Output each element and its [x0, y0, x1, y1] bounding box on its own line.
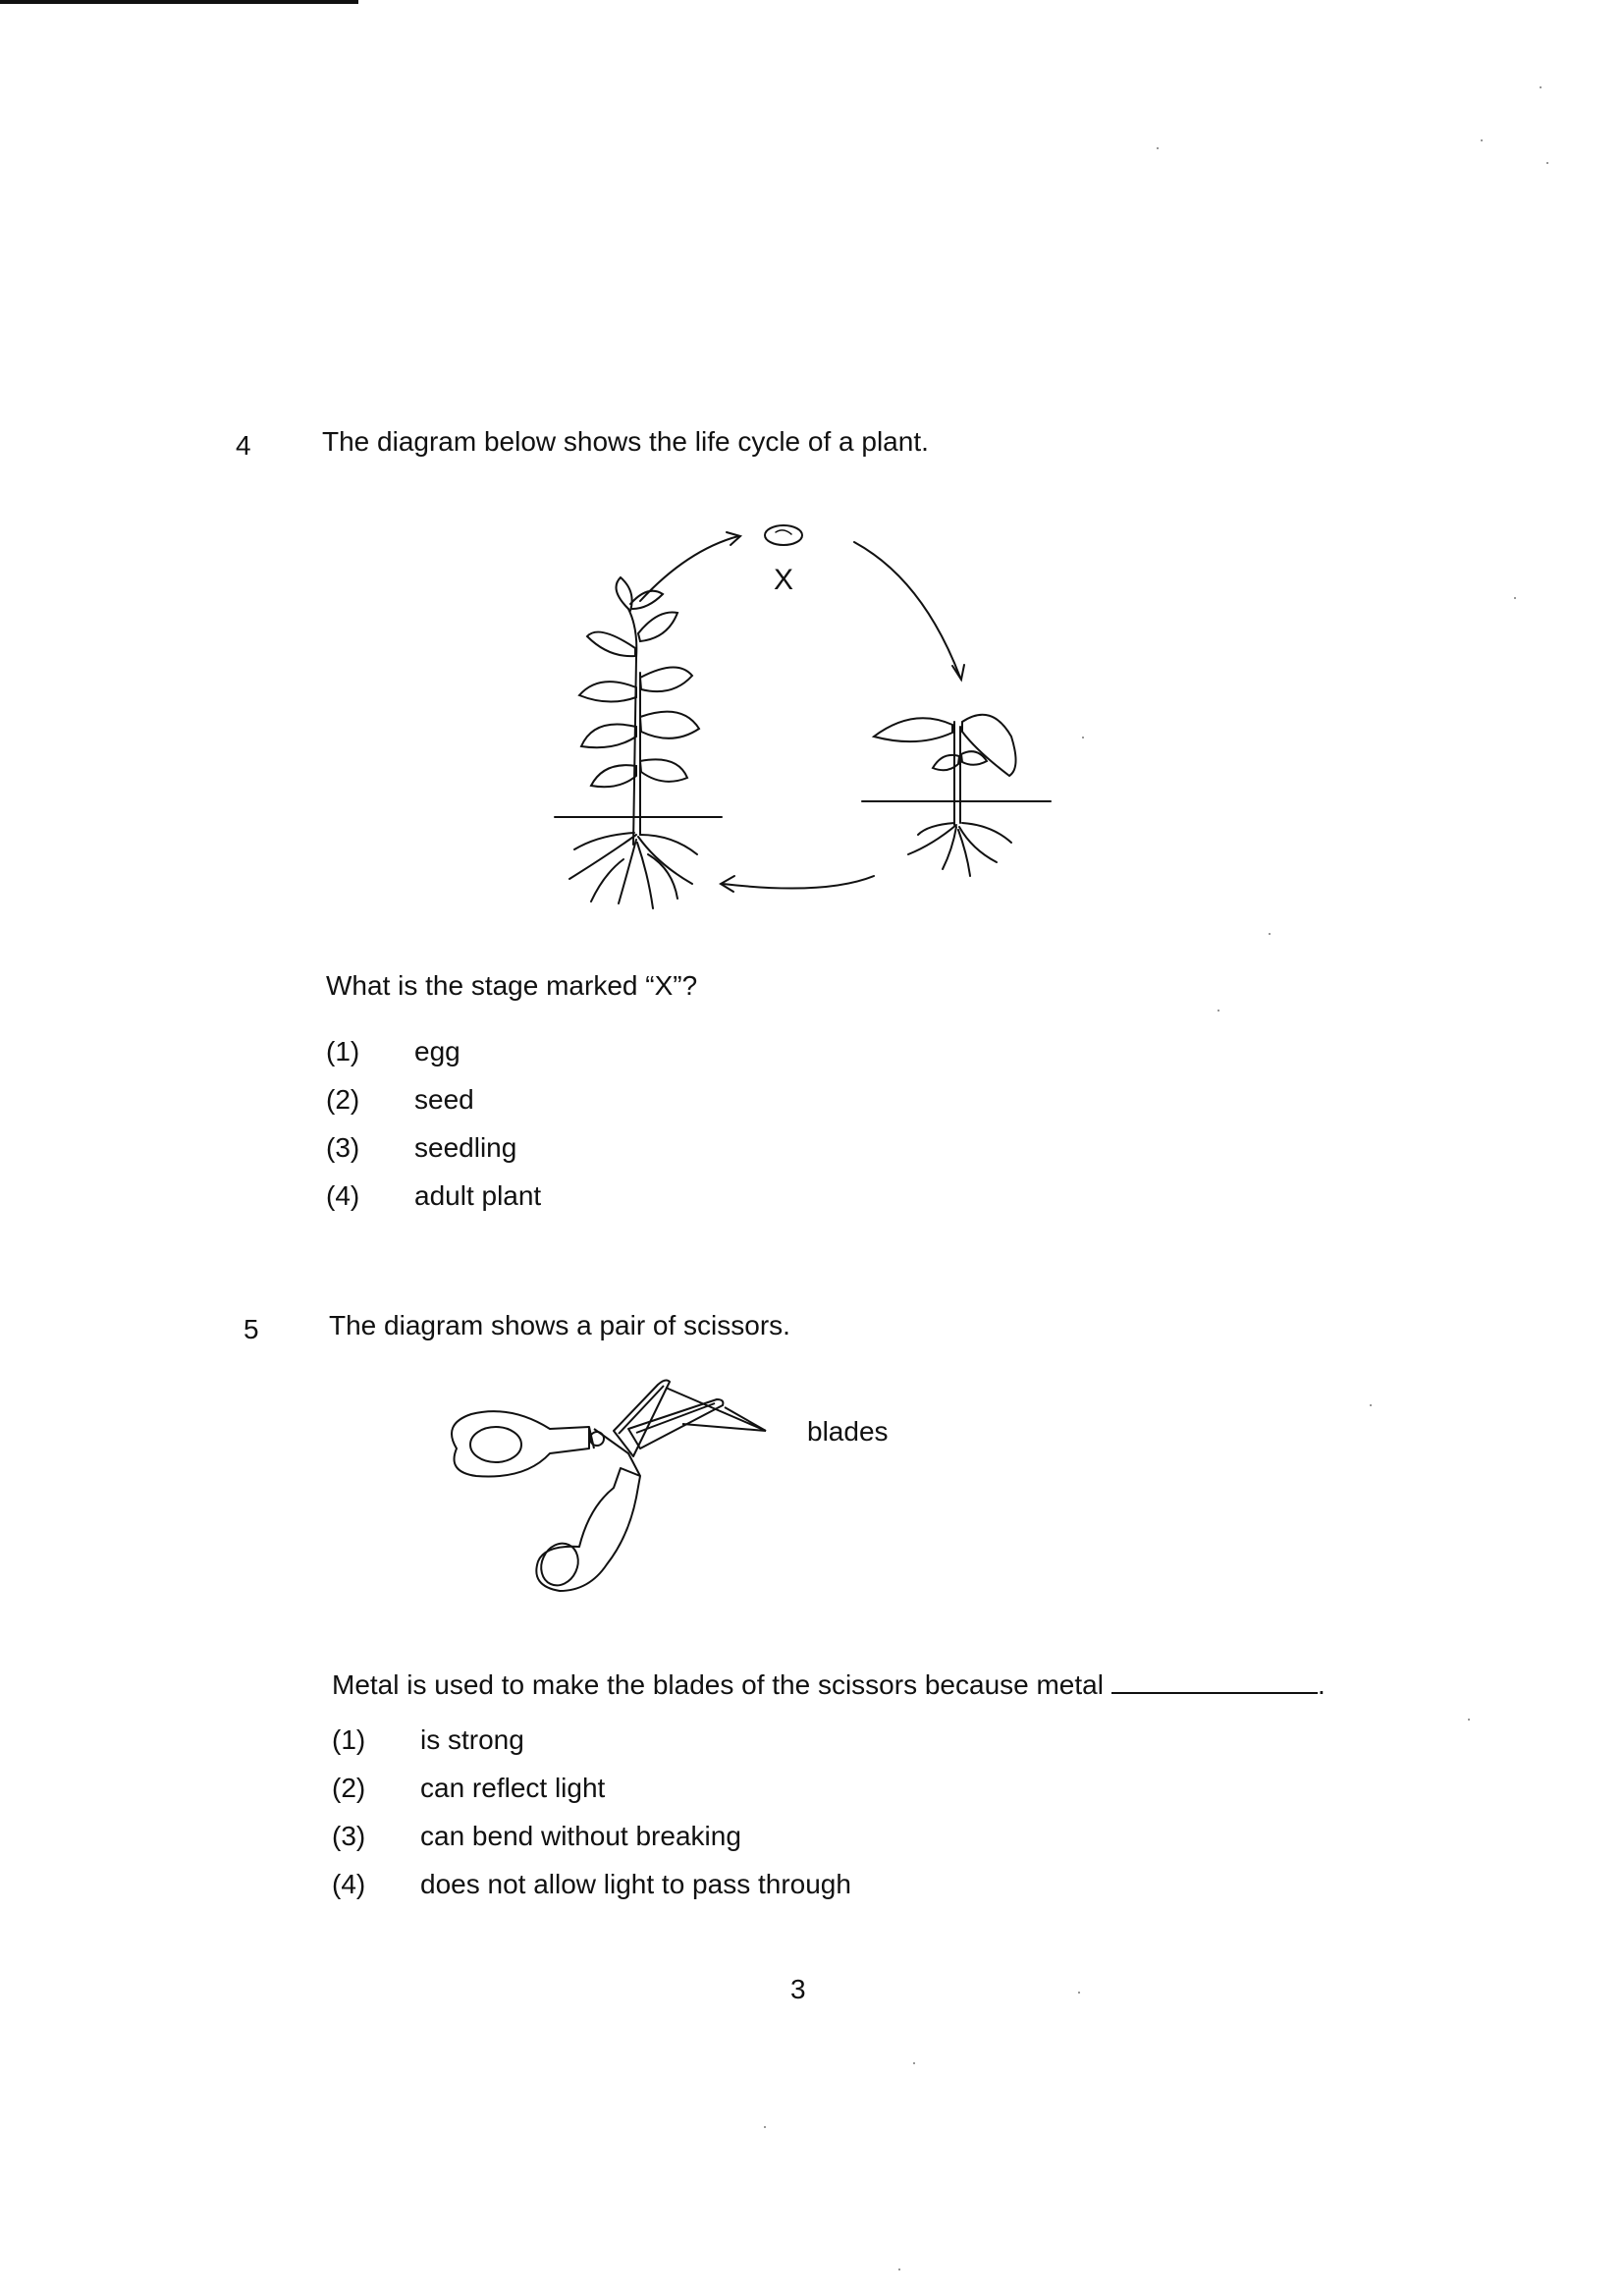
scan-speck: [1370, 1404, 1372, 1406]
option-number: (3): [326, 1132, 360, 1163]
q5-question: [332, 1669, 1326, 1701]
option-text: can reflect light: [420, 1773, 606, 1803]
option-number: (2): [332, 1773, 366, 1803]
scan-speck: [913, 2062, 915, 2064]
scissors-diagram: [432, 1370, 943, 1645]
scan-speck: [1218, 1010, 1219, 1011]
option-text: seedling: [414, 1132, 517, 1163]
q5-stem: The diagram shows a pair of scissors.: [329, 1310, 790, 1340]
stage-x-label: X: [773, 564, 794, 596]
scan-speck: [1481, 139, 1483, 141]
scan-speck: [764, 2126, 766, 2128]
q5-question-text: Metal is used to make the blades of the scissors because metal: [332, 1669, 1104, 1700]
option-text: egg: [414, 1036, 460, 1066]
scan-speck: [1157, 147, 1159, 149]
option-text: seed: [414, 1084, 474, 1115]
option-number: (4): [332, 1869, 366, 1899]
option-text: is strong: [420, 1724, 524, 1755]
scan-speck: [1546, 162, 1548, 164]
q5-number: 5: [244, 1314, 259, 1344]
scan-speck: [1269, 933, 1271, 935]
answer-blank: [1111, 1670, 1318, 1694]
seed-icon: [765, 525, 802, 545]
q4-stem: The diagram below shows the life cycle of a plant.: [322, 426, 929, 457]
q4-question: What is the stage marked “X”?: [326, 970, 698, 1001]
q5-question-end: .: [1317, 1669, 1326, 1700]
header-rule: [0, 0, 358, 4]
scan-speck: [1468, 1719, 1470, 1721]
option-number: (2): [326, 1084, 360, 1115]
scan-speck: [1082, 737, 1084, 738]
option-number: (1): [332, 1724, 366, 1755]
scan-speck: [898, 2269, 900, 2270]
scan-speck: [1540, 86, 1542, 88]
option-number: (1): [326, 1036, 360, 1066]
option-text: adult plant: [414, 1180, 542, 1211]
option-text: can bend without breaking: [420, 1821, 741, 1851]
scan-speck: [1514, 597, 1516, 599]
option-number: (3): [332, 1821, 366, 1851]
option-text: does not allow light to pass through: [420, 1869, 851, 1899]
blades-label: blades: [807, 1416, 889, 1447]
page-number: 3: [790, 1974, 806, 2004]
plant-life-cycle-diagram: [530, 511, 1080, 923]
q4-number: 4: [236, 430, 251, 461]
option-number: (4): [326, 1180, 360, 1211]
scan-speck: [1078, 1992, 1080, 1994]
